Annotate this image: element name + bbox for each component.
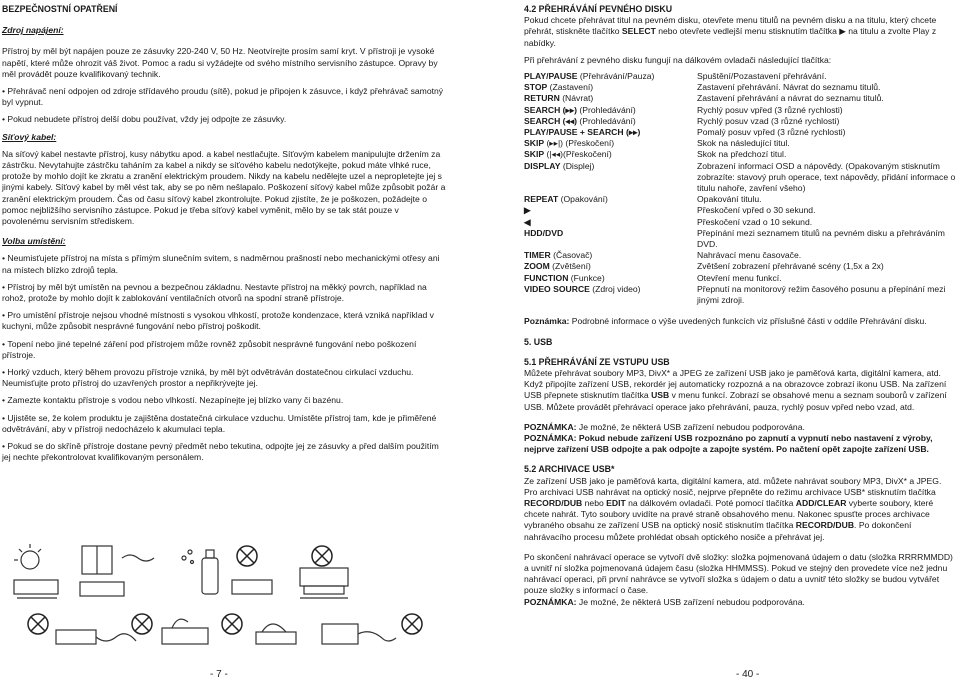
key-desc: Přepnutí na monitorový režim časového posunu a přepínání mezi jinými zdroji. [697, 283, 946, 306]
usb-note-2: POZNÁMKA: Pokud nebude zařízení USB rozpoznáno po zapnutí a vypnutí nebo nastavení z výroby, nejprve zařízení USB odpojte a pak odpojte a zapojte systém. Po načtení opět zapojte zařízení USB. [524, 432, 933, 455]
remote-key-table [524, 71, 956, 306]
note-hdd: Poznámka: Podrobné informace o výše uvedených funkcích viz příslušné části v oddíle Přehrávání disku. [524, 316, 927, 327]
usb-archive-note: POZNÁMKA: Je možné, že některá USB zařízení nebudou podporována. [524, 596, 805, 607]
key-desc: Zobrazení informací OSD a nápovědy. (Opakovaným stisknutím zobrazíte: stavový pruh operace, text nápovědy, přidání informace o titulu nahoře, zavření všeho) [697, 160, 956, 194]
placement-heading: Volba umístění: [2, 236, 66, 247]
device-stack-illustration [300, 568, 348, 598]
key-name: SKIP (▸▸|) (Přeskočení) [524, 138, 615, 149]
placement-bullet: • Topení nebo jiné tepelné záření pod přístrojem může rovněž způsobit nesprávné fungování nebo poškození přístroje. [2, 339, 448, 361]
key-name: VIDEO SOURCE (Zdroj video) [524, 283, 641, 294]
key-desc: Skok na následující titul. [697, 138, 790, 149]
arrow-right-icon: ▶ [839, 26, 846, 37]
right-column [524, 0, 956, 608]
safety-pictograms [2, 538, 448, 658]
key-desc: Přeskočení vzad o 10 sekund. [697, 216, 813, 227]
key-name: SEARCH (▸▸) (Prohledávání) [524, 104, 636, 115]
dust-illustration [80, 546, 154, 596]
key-name: SKIP (|◂◂)(Přeskočení) [524, 149, 612, 160]
key-desc: Nahrávací menu časovače. [697, 250, 802, 261]
key-desc: Zastavení přehrávání a návrat do seznamu titulů. [697, 93, 884, 104]
key-name: RETURN (Návrat) [524, 93, 594, 104]
key-name: STOP (Zastavení) [524, 82, 594, 93]
key-name: DISPLAY (Displej) [524, 160, 595, 171]
placement-bullet: • Neumisťujete přístroj na místa s přímým slunečním svitem, s nadměrnou prašností nebo mechanickými otřesy ani na místech blízko zdrojů tepla. [2, 253, 448, 275]
section-5-2-folders: Po skončení nahrávací operace se vytvoří dvě složky: složka pojmenovaná údajem o datu (složka RRRRMMDD) a uvnitř ní složka pojmenovaná údajem času (složka HHMMSS). Pokud ve stejný den provedete více než jednu nahrávací operaci, při první nahrávce se vytvoří složka s údajem o datu a uvnitř této složky se budou vytvářet pouze složky s informací o čase. [524, 551, 953, 596]
bullet-long-absence: • Pokud nebudete přístroj delší dobu používat, vždy jej odpojte ze zásuvky. [2, 114, 448, 125]
placement-bullet: • Pokud se do skříně přístroje dostane pevný předmět nebo tekutina, odpojte jej ze zásuvky a před dalším použitím jej nechte překontrolovat kvalifikovaným personálem. [2, 441, 448, 463]
left-column [2, 0, 448, 464]
power-heading: Zdroj napájení: [2, 25, 64, 36]
key-name: SEARCH (◂◂) (Prohledávání) [524, 115, 636, 126]
section-5-2-text: Ze zařízení USB jako je paměťová karta, digitální kamera, atd. můžete nahrávat soubory MP3, DivX* a JPEG. Pro archivaci USB nahrávat na optický nosič, nejprve přepněte do režimu archivace USB* stisknutím tlačítka RECORD/DUB nebo EDIT na dálkovém ovladači. Poté pomocí tlačítka ADD/CLEAR vyberte soubory, které chcete nahrát. Tyto soubory uvidíte na pravé straně obsahového menu. Nakonec spusťte proces archivace vybraného obsahu ze zařízení USB na optický nosič stisknutím tlačítka RECORD/DUB. Po dokončení nahrávacího procesu můžete prohlédat obsah optického nosiče a přehrávat jej. [524, 475, 942, 542]
key-desc: Rychlý posuv vzad (3 různé rychlosti) [697, 115, 840, 126]
spray-can-illustration [182, 550, 272, 594]
key-name: HDD/DVD [524, 227, 564, 238]
placement-bullet: • Pro umístění přístroje nejsou vhodné místnosti s vysokou vlhkostí, protože kondenzace, která vzniká například v kuchyni, může způsobit nesprávné fungování nebo přístroj poškodit. [2, 310, 448, 332]
power-text: Přístroj by měl být napájen pouze ze zásuvky 220-240 V, 50 Hz. Neotvírejte prosím samí kryt. V přístroji je vysoké napětí, které může ohrozit váš život. Pomoc a radu si vyžádejte od svého místního servisního zástupce. Opravy by měl provádět pouze kvalifikovaný technik. [2, 46, 438, 79]
key-desc: Spuštění/Pozastavení přehrávání. [697, 71, 827, 82]
key-desc: Přepínání mezi seznamem titulů na pevném disku a přehráváním DVD. [697, 227, 945, 250]
key-desc: Pomalý posuv vpřed (3 různé rychlosti) [697, 127, 846, 138]
section-4-2-title: 4.2 PŘEHRÁVÁNÍ PEVNÉHO DISKU [524, 4, 673, 14]
section-5-2-title: 5.2 ARCHIVACE USB* [524, 464, 615, 475]
key-desc: Zvětšení zobrazení přehrávané scény (1,5x a 2x) [697, 261, 884, 272]
section-5-title: 5. USB [524, 337, 553, 348]
key-name: FUNCTION (Funkce) [524, 272, 605, 283]
key-desc: Rychlý posuv vpřed (3 různé rychlosti) [697, 104, 843, 115]
section-5-1-text: Můžete přehrávat soubory MP3, DivX* a JPEG ze zařízení USB jako je paměťová karta, digitální kamera, atd. Když připojíte zařízení USB, rekordér jej automaticky rozpozná a na obrazovce zobrazí ikonu USB. Na zařízení USB přepnete stisknutím tlačítka USB v menu funkcí. Zobrazí se obsahové menu a seznam souborů v zařízení USB. Můžete provádět přehrávací operace jako přehrávání, pauza, rychlý posuv vpřed nebo vzad, atd. [524, 367, 947, 412]
cable-heading: Síťový kabel: [2, 131, 57, 142]
remote-buttons-intro: Při přehrávání z pevného disku fungují na dálkovém ovladači následující tlačítka: [524, 54, 832, 65]
section-4-2-intro: Pokud chcete přehrávat titul na pevném disku, otevřete menu titulů na pevném disku a na titulu, který chcete přehrát, stiskněte tlačítko SELECT nebo otevřete vedlejší menu stisknutím tlačítka ▶ na titulu a zvolte Play z nabídky. [524, 15, 937, 48]
key-name: ◀ [524, 216, 531, 227]
key-name: REPEAT (Opakování) [524, 194, 608, 205]
cable-text: Na síťový kabel nestavte přístroj, kusy nábytku apod. a kabel nestlačujte. Síťovým kabelem manipulujte držením za zástrčku. Nevytahujte zástrčku taháním za kabel a nikdy se síťového kabelu nedotýkejte, pokud máte vlhké ruce, protože by mohlo dojít ke zkratu a zranění elektrickým proudem. Nikdy na kabelu nedělejte uzel a nepropletejte jej s jinými kabely. Síťový kabel by měl vést tak, aby se po něm nešlapalo. Poškození síťový kabel může způsobit požár a zranění elektrickým proudem. Čas od času síťový kabel zkontrolujte. Pokud zjistíte, že je poškozen, požádejte o pomoc nejbližšího servisního zástupce. Pokud je třeba síťový kabel vyměnit, mělo by se tak stát pouze v povolenému servisním střediskem. [2, 148, 446, 227]
prohibited-icon [28, 546, 422, 634]
sun-heat-illustration [14, 544, 58, 598]
usb-note-1: POZNÁMKA: Je možné, že některá USB zařízení nebudou podporována. [524, 421, 805, 432]
placement-bullet: • Zamezte kontaktu přístroje s vodou nebo vlhkostí. Nezapínejte jej blízko vany či bazénu. [2, 395, 448, 406]
key-desc: Opakování titulu. [697, 194, 762, 205]
key-desc: Skok na předchozí titul. [697, 149, 787, 160]
key-desc: Zastavení přehrávání. Návrat do seznamu titulů. [697, 82, 881, 93]
key-desc: Otevření menu funkcí. [697, 272, 782, 283]
bullet-unplugged: • Přehrávač není odpojen od zdroje střídavého proudu (sítě), pokud je připojen k zásuvce, i když přehrávač samotný byl vypnut. [2, 86, 448, 108]
page-number-left: - 7 - [210, 669, 228, 680]
key-name: PLAY/PAUSE (Přehrávání/Pauza) [524, 71, 655, 82]
key-desc: Přeskočení vpřed o 30 sekund. [697, 205, 816, 216]
page-number-right: - 40 - [736, 669, 760, 680]
safety-title: BEZPEČNOSTNÍ OPATŘENÍ [2, 4, 118, 14]
placement-bullet: • Ujistěte se, že kolem produktu je zajištěna dostatečná cirkulace vzduchu. Umístěte přístroj tam, kde je přiměřené odvětrávání, aby v přístroji nedocházelo k akumulaci tepla. [2, 413, 448, 435]
key-name: ZOOM (Zvětšení) [524, 261, 591, 272]
key-name: PLAY/PAUSE + SEARCH (▸▸) [524, 127, 641, 138]
key-name: TIMER (Časovač) [524, 250, 593, 261]
placement-bullet: • Horký vzduch, který během provozu přístroje vzniká, by měl být odvětráván dostatečnou cirkulací vzduchu. Neumisťujte proto přístroj do uzavřených prostor a nepřikrývejte jej. [2, 367, 448, 389]
placement-bullet: • Přístroj by měl být umístěn na pevnou a bezpečnou základnu. Nestavte přístroj na měkký povrch, například na rohož, protože by mohlo dojít k zablokování ventilačních otvorů na spodní straně přístroje. [2, 282, 448, 304]
key-name: ▶ [524, 205, 531, 216]
section-5-1-title: 5.1 PŘEHRÁVÁNÍ ZE VSTUPU USB [524, 356, 670, 367]
